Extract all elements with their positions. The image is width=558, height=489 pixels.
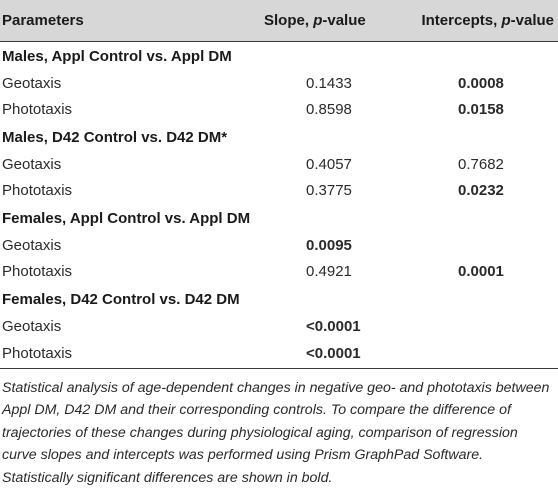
table-row xyxy=(0,178,558,204)
header-slope-p: p xyxy=(313,12,322,29)
header-intercepts-label: Intercepts, xyxy=(421,12,501,29)
group-title: Males, D42 Control vs. D42 DM* xyxy=(0,123,558,152)
intercept-pvalue-cell xyxy=(410,314,558,340)
intercept-pvalue-cell: 0.0232 xyxy=(410,178,558,204)
group-title: Females, Appl Control vs. Appl DM xyxy=(0,204,558,233)
slope-pvalue-cell: 0.3775 xyxy=(264,178,410,204)
group-title: Males, Appl Control vs. Appl DM xyxy=(0,42,558,71)
intercept-pvalue-cell xyxy=(410,340,558,369)
slope-pvalue-cell: 0.8598 xyxy=(264,97,410,123)
table-row xyxy=(0,314,558,340)
parameter-cell: Phototaxis xyxy=(0,259,264,285)
header-slope-suffix: -value xyxy=(322,12,365,29)
header-intercepts-p: p xyxy=(501,12,510,29)
parameter-cell: Geotaxis xyxy=(0,71,264,97)
table-row xyxy=(0,259,558,285)
table-row xyxy=(0,233,558,259)
slope-pvalue-cell: <0.0001 xyxy=(264,340,410,369)
header-slope xyxy=(264,0,410,42)
slope-pvalue-cell: 0.1433 xyxy=(264,71,410,97)
slope-pvalue-cell: 0.4921 xyxy=(264,259,410,285)
header-parameters-label: Parameters xyxy=(2,12,84,29)
table-row xyxy=(0,152,558,178)
table-header xyxy=(0,0,558,42)
table-row xyxy=(0,97,558,123)
slope-pvalue-cell: 0.4057 xyxy=(264,152,410,178)
group-title: Females, D42 Control vs. D42 DM xyxy=(0,285,558,314)
header-intercepts xyxy=(410,0,558,42)
group-header-row xyxy=(0,42,558,71)
intercept-pvalue-cell xyxy=(410,233,558,259)
group-header-row xyxy=(0,204,558,233)
parameter-cell: Geotaxis xyxy=(0,314,264,340)
table-row xyxy=(0,71,558,97)
parameter-cell: Geotaxis xyxy=(0,152,264,178)
parameter-cell: Phototaxis xyxy=(0,340,264,369)
parameter-cell: Phototaxis xyxy=(0,178,264,204)
header-row xyxy=(0,0,558,42)
slope-pvalue-cell: 0.0095 xyxy=(264,233,410,259)
table-row xyxy=(0,340,558,369)
header-intercepts-suffix: -value xyxy=(511,12,554,29)
table-caption: Statistical analysis of age-dependent changes in negative geo- and phototaxis between Appl DM, D42 DM and their corresponding controls. To compare the difference of trajectories of these changes during physiological aging, comparison of regression curve slopes and intercepts was performed using Prism GraphPad Software. Statistically significant differences are shown in bold. xyxy=(0,377,558,489)
table-body xyxy=(0,42,558,369)
header-parameters xyxy=(0,0,264,42)
intercept-pvalue-cell: 0.0001 xyxy=(410,259,558,285)
group-header-row xyxy=(0,123,558,152)
parameter-cell: Phototaxis xyxy=(0,97,264,123)
parameter-cell: Geotaxis xyxy=(0,233,264,259)
header-slope-label: Slope, xyxy=(264,12,313,29)
intercept-pvalue-cell: 0.0158 xyxy=(410,97,558,123)
intercept-pvalue-cell: 0.7682 xyxy=(410,152,558,178)
intercept-pvalue-cell: 0.0008 xyxy=(410,71,558,97)
slope-pvalue-cell: <0.0001 xyxy=(264,314,410,340)
group-header-row xyxy=(0,285,558,314)
